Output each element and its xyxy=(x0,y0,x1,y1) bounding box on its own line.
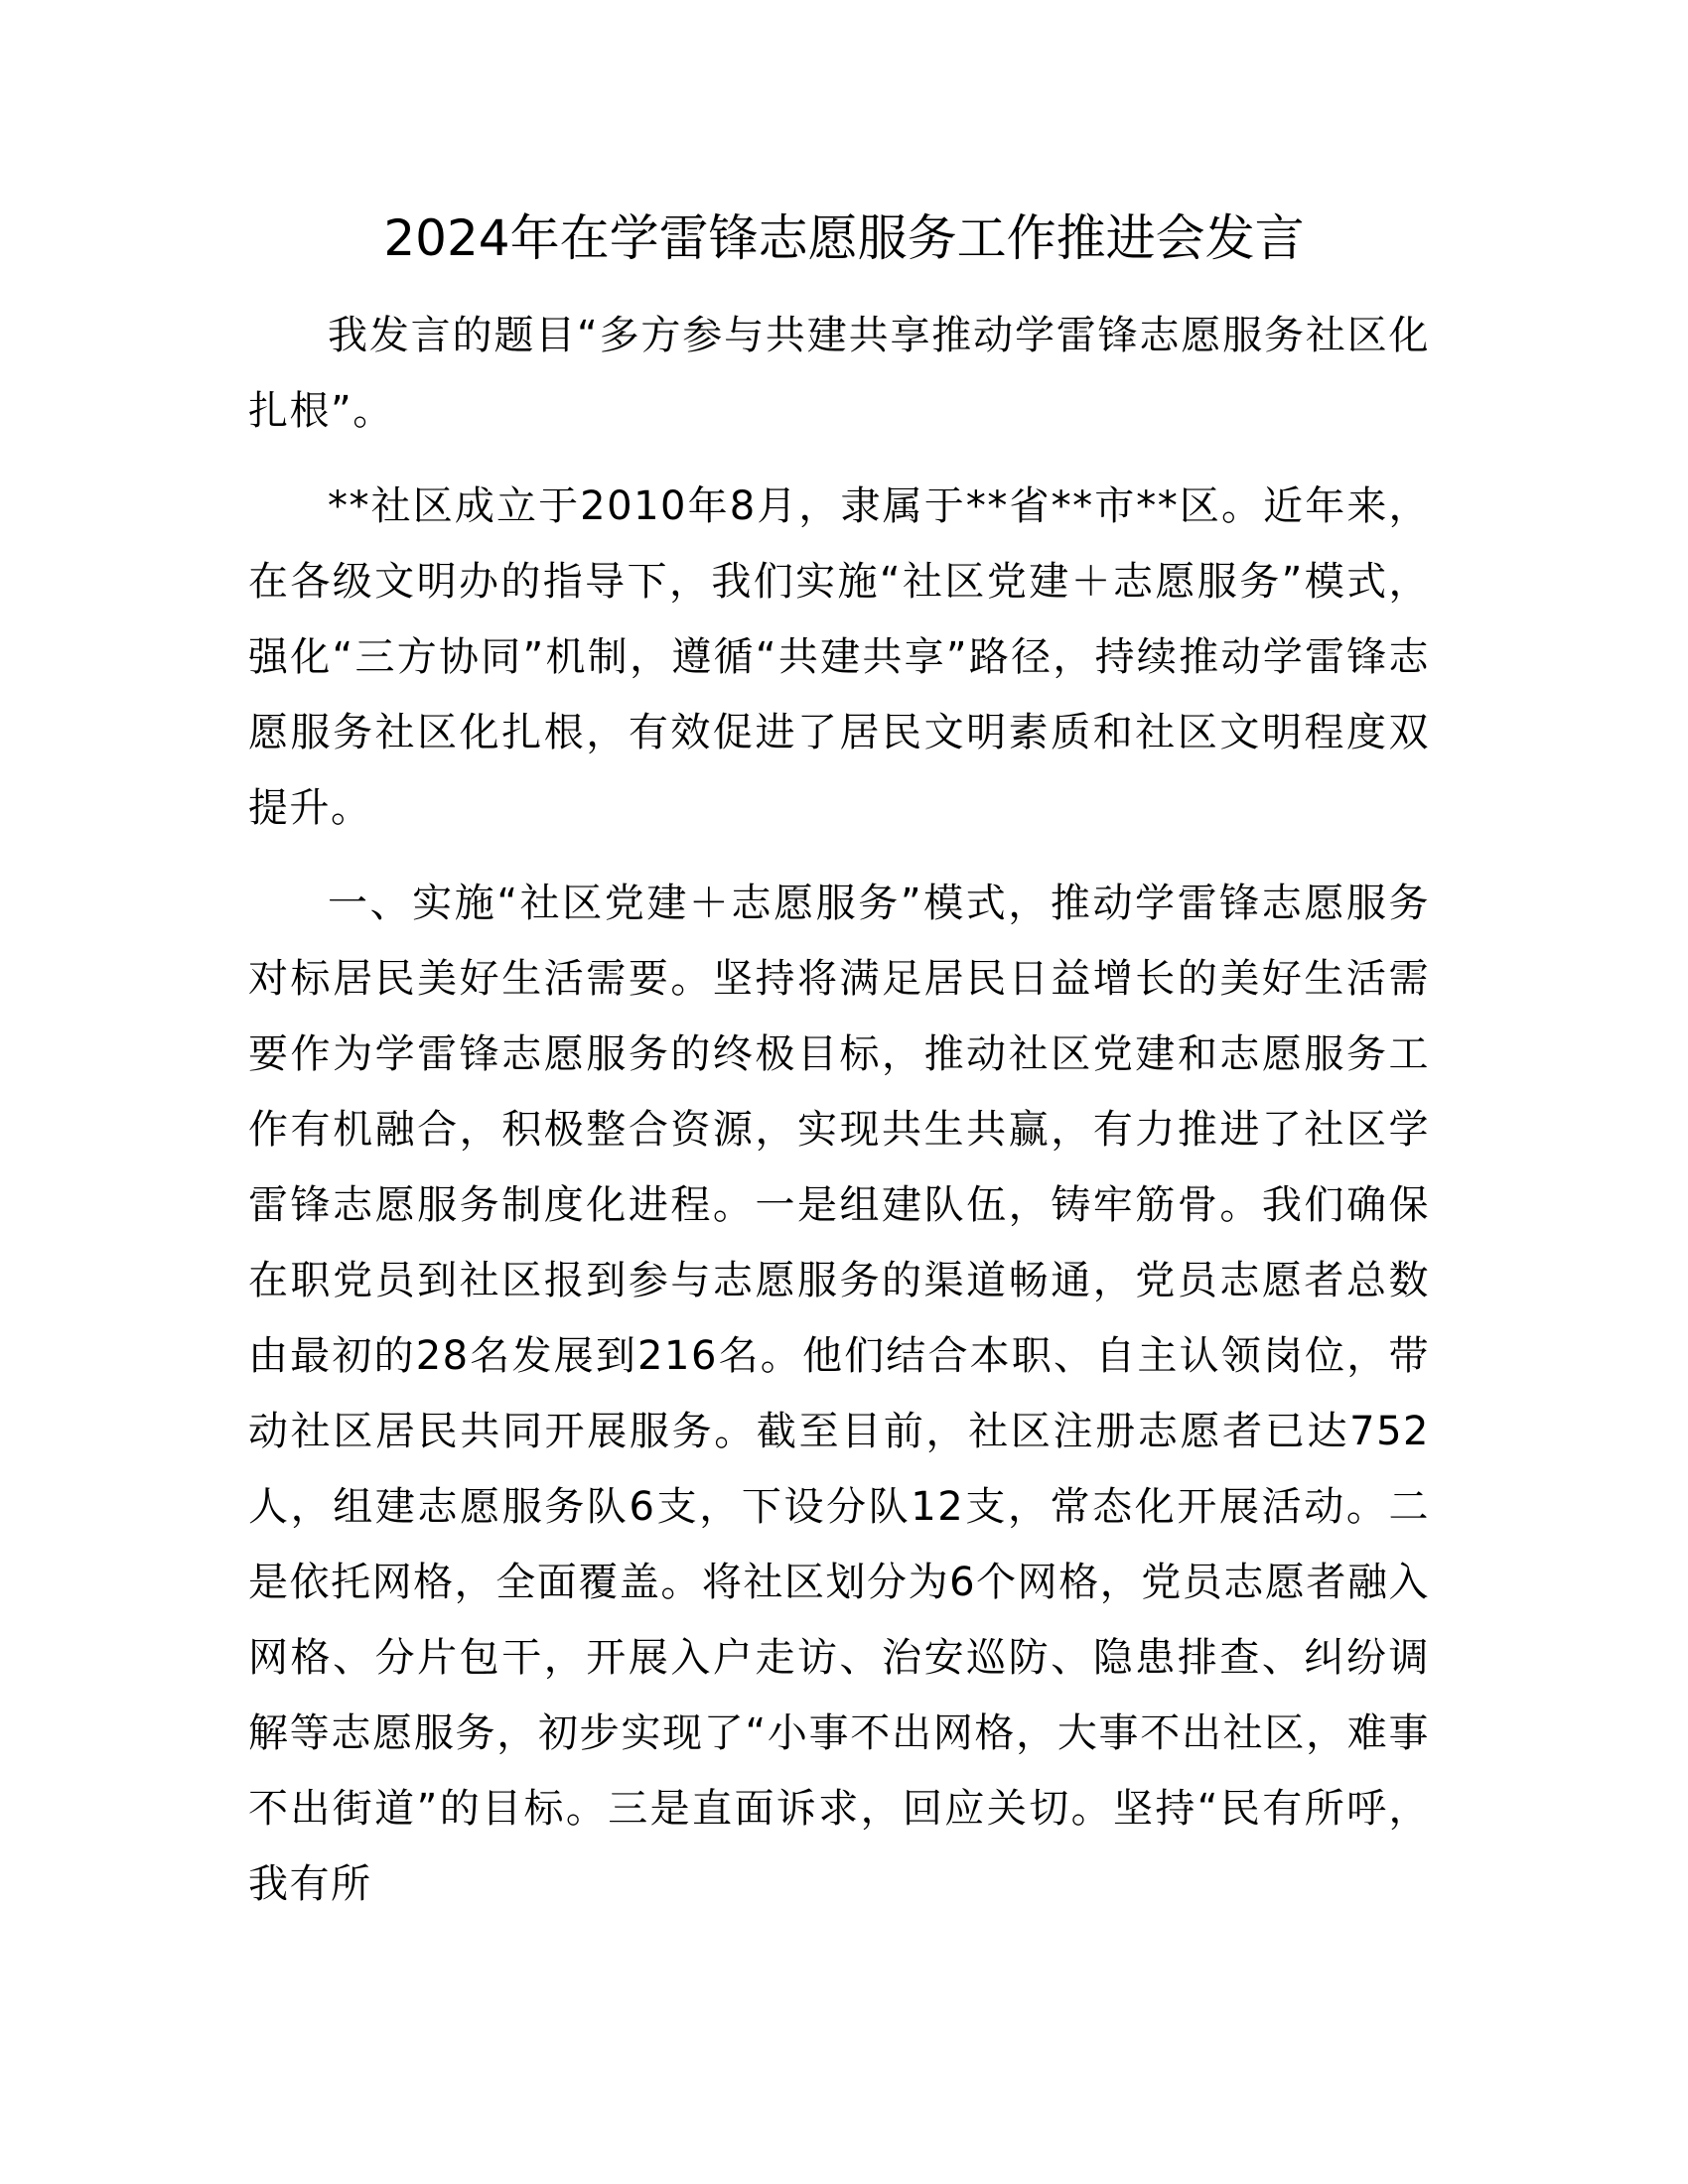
document-title: 2024年在学雷锋志愿服务工作推进会发言 xyxy=(383,209,1305,267)
paragraph-section-one: 一、实施“社区党建＋志愿服务”模式，推动学雷锋志愿服务对标居民美好生活需要。坚持将满足居民日益增长的美好生活需要作为学雷锋志愿服务的终极目标，推动社区党建和志愿服务工作有机融合，积极整合资源，实现共生共赢，有力推进了社区学雷锋志愿服务制度化进程。一是组建队伍，铸牢筋骨。我们确保在职党员到社区报到参与志愿服务的渠道畅通，党员志愿者总数由最初的28名发展到216名。他们结合本职、自主认领岗位，带动社区居民共同开展服务。截至目前，社区注册志愿者已达752人，组建志愿服务队6支，下设分队12支，常态化开展活动。二是依托网格，全面覆盖。将社区划分为6个网格，党员志愿者融入网格、分片包干，开展入户走访、治安巡防、隐患排查、纠纷调解等志愿服务，初步实现了“小事不出网格，大事不出社区，难事不出街道”的目标。三是直面诉求，回应关切。坚持“民有所呼，我有所 xyxy=(248,881,1430,1907)
paragraph-speech-topic: 我发言的题目“多方参与共建共享推动学雷锋志愿服务社区化扎根”。 xyxy=(248,313,1430,434)
paragraph-community-intro: **社区成立于2010年8月，隶属于**省**市**区。近年来，在各级文明办的指导下，我们实施“社区党建＋志愿服务”模式，强化“三方协同”机制，遵循“共建共享”路径，持续推动学雷锋志愿服务社区化扎根，有效促进了居民文明素质和社区文明程度双提升。 xyxy=(248,483,1430,831)
document-body xyxy=(248,298,1430,1942)
